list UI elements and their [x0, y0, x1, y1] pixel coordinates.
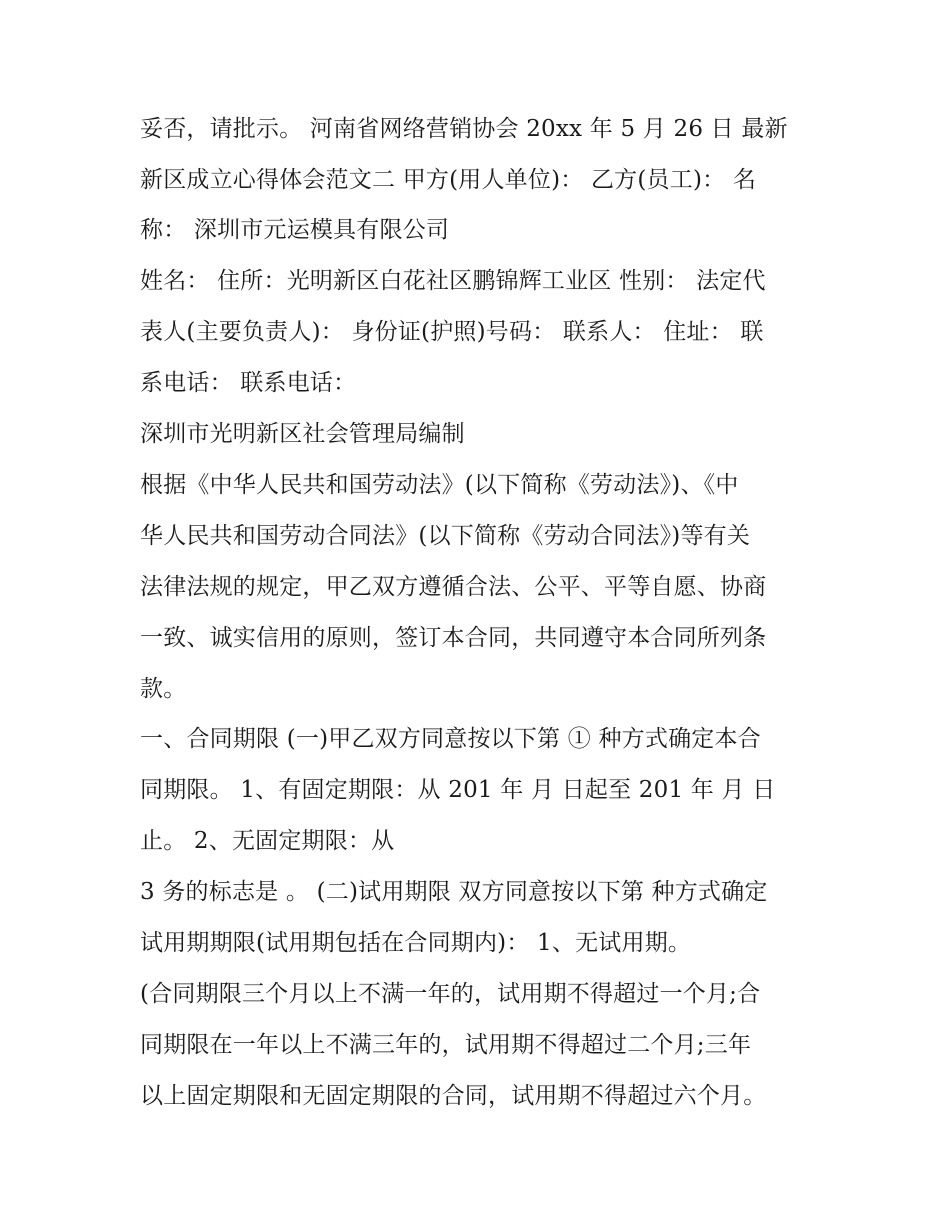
- text-line: 表人(主要负责人)： 身份证(护照)号码： 联系人： 住址： 联: [140, 319, 764, 345]
- text-line: 同期限。 1、有固定期限：从 201 年 月 日起至 201 年 月 日: [140, 777, 776, 803]
- text-line: 妥否，请批示。 河南省网络营销协会 20xx 年 5 月 26 日 最新: [140, 116, 788, 142]
- text-line: 根据《中华人民共和国劳动法》(以下简称《劳动法》)、《中: [140, 472, 739, 498]
- text-line: 3 务的标志是 。 (二)试用期限 双方同意按以下第 种方式确定: [140, 879, 768, 905]
- text-line: 系电话： 联系电话：: [140, 370, 357, 396]
- text-line: 一、合同期限 (一)甲乙双方同意按以下第 ① 种方式确定本合: [140, 726, 761, 752]
- text-line: 一致、诚实信用的原则，签订本合同，共同遵守本合同所列条: [140, 625, 767, 651]
- text-line: 以上固定期限和无固定期限的合同，试用期不得超过六个月。: [140, 1083, 767, 1109]
- text-line: 深圳市光明新区社会管理局编制: [140, 421, 465, 447]
- text-line: 称： 深圳市元运模具有限公司: [140, 217, 450, 243]
- text-line: 华人民共和国劳动合同法》(以下简称《劳动合同法》)等有关: [140, 523, 751, 549]
- text-line: 止。 2、无固定期限：从: [140, 828, 395, 854]
- text-line: 同期限在一年以上不满三年的，试用期不得超过二个月;三年: [140, 1032, 752, 1058]
- text-line: 新区成立心得体会范文二 甲方(用人单位)： 乙方(员工)： 名: [140, 167, 757, 193]
- text-line: 姓名： 住所：光明新区白花社区鹏锦辉工业区 性别： 法定代: [140, 268, 766, 294]
- text-line: 款。: [140, 676, 187, 702]
- text-line: 试用期期限(试用期包括在合同期内)： 1、无试用期。: [140, 930, 692, 956]
- text-line: 法律法规的规定，甲乙双方遵循合法、公平、平等自愿、协商: [140, 574, 767, 600]
- text-line: (合同期限三个月以上不满一年的，试用期不得超过一个月;合: [140, 981, 761, 1007]
